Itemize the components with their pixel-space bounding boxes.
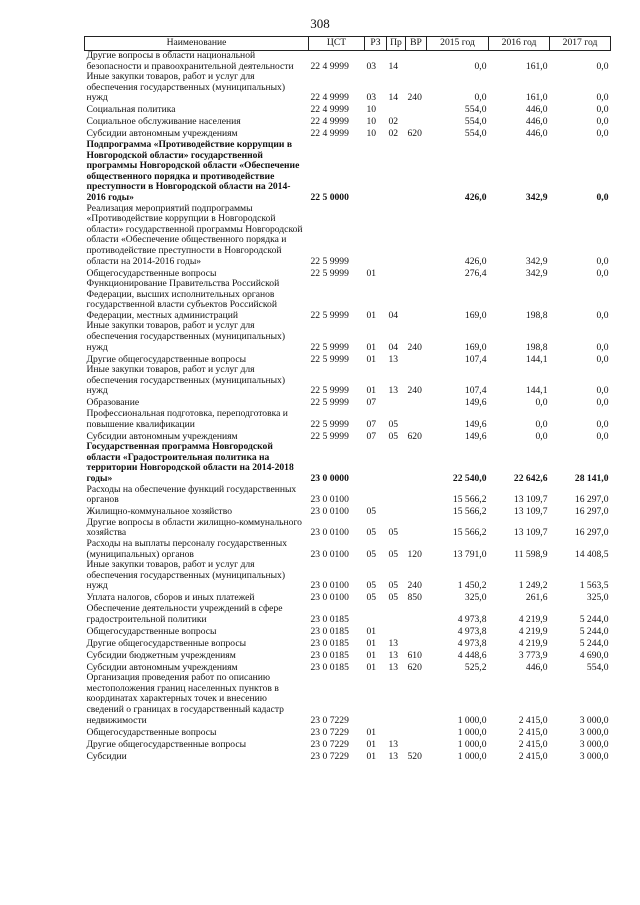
cell-2016: 13 109,7 <box>513 527 548 539</box>
cell-2016: 11 598,9 <box>514 548 548 560</box>
cell-pr: 13 <box>388 637 399 649</box>
cell-2015: 149,6 <box>464 418 487 430</box>
cell-cst: 23 0 0100 <box>310 506 349 518</box>
cell-vr: 240 <box>407 385 422 397</box>
cell-cst: 23 0 7229 <box>310 738 349 750</box>
cell-name: Субсидии автономным учреждениям <box>86 430 238 442</box>
cell-cst: 22 5 9999 <box>310 255 349 267</box>
cell-2017: 0,0 <box>596 128 609 140</box>
table-row <box>85 506 611 518</box>
cell-vr <box>406 518 427 539</box>
table-row <box>85 726 611 738</box>
cell-2015: 525,2 <box>464 661 487 673</box>
cell-2015: 426,0 <box>464 255 487 267</box>
cell-2015: 554,0 <box>464 104 487 116</box>
cell-2016: 0,0 <box>535 418 548 430</box>
cell-2016: 4 219,9 <box>518 613 548 625</box>
cell-2017: 325,0 <box>586 592 609 604</box>
cell-pr <box>387 604 406 625</box>
cell-pr: 04 <box>388 309 399 321</box>
cell-pr: 14 <box>388 92 399 104</box>
cell-pr: 05 <box>388 548 399 560</box>
cell-vr <box>406 353 427 365</box>
page-number: 308 <box>310 16 330 31</box>
cell-2017: 16 297,0 <box>574 527 609 539</box>
cell-pr <box>387 625 406 637</box>
cell-2015: 15 566,2 <box>452 506 487 518</box>
cell-2017: 0,0 <box>596 309 609 321</box>
cell-name: Другие вопросы в области национальной безопасности и правоохранительной деятельности <box>86 50 294 72</box>
cell-vr: 120 <box>407 548 422 560</box>
cell-cst: 22 5 9999 <box>310 309 349 321</box>
cell-rz: 05 <box>366 580 377 592</box>
cell-vr <box>406 409 427 430</box>
cell-pr: 02 <box>388 128 399 140</box>
column-header-name: Наименование <box>85 37 309 51</box>
cell-vr <box>406 279 427 321</box>
cell-pr: 05 <box>388 418 399 430</box>
cell-vr: 240 <box>407 92 422 104</box>
cell-2016: 446,0 <box>525 128 548 140</box>
cell-rz: 01 <box>366 738 377 750</box>
cell-2017: 0,0 <box>596 255 609 267</box>
table-row <box>85 365 611 397</box>
cell-rz: 03 <box>366 60 377 72</box>
cell-pr <box>387 397 406 409</box>
cell-2016: 0,0 <box>535 430 548 442</box>
cell-name: Государственная программа Новгородской области «Градостроительная политика на территории Новгородской области на 2014-2018 годы» <box>86 441 294 484</box>
cell-rz <box>365 204 387 268</box>
cell-cst: 22 5 9999 <box>310 267 349 279</box>
cell-2015: 426,0 <box>464 191 487 203</box>
cell-vr <box>406 726 427 738</box>
cell-2017: 0,0 <box>596 92 609 104</box>
cell-name: Общегосударственные вопросы <box>86 625 217 637</box>
table-header <box>85 37 611 51</box>
cell-rz: 05 <box>366 592 377 604</box>
cell-name: Расходы на обеспечение функций государственных органов <box>86 483 297 506</box>
cell-pr: 04 <box>388 341 399 353</box>
cell-rz: 01 <box>366 637 377 649</box>
cell-vr <box>406 204 427 268</box>
cell-2017: 554,0 <box>586 661 609 673</box>
cell-cst: 22 5 9999 <box>310 397 349 409</box>
cell-2017: 0,0 <box>596 60 609 72</box>
cell-name: Общегосударственные вопросы <box>86 267 217 279</box>
table-row <box>85 518 611 539</box>
cell-2017: 0,0 <box>596 430 609 442</box>
cell-rz: 05 <box>366 527 377 539</box>
cell-vr: 620 <box>407 661 422 673</box>
cell-name: Обеспечение деятельности учреждений в сфере градостроительной политики <box>86 602 283 625</box>
cell-2017: 3 000,0 <box>579 726 609 738</box>
table-row <box>85 204 611 268</box>
cell-rz: 07 <box>366 418 377 430</box>
cell-2016: 161,0 <box>525 60 548 72</box>
cell-2016: 342,9 <box>525 267 548 279</box>
cell-cst: 23 0 0100 <box>310 527 349 539</box>
cell-cst: 22 5 9999 <box>310 341 349 353</box>
cell-2016: 2 415,0 <box>518 726 548 738</box>
cell-rz: 01 <box>366 385 377 397</box>
table-row <box>85 673 611 726</box>
cell-pr: 05 <box>388 580 399 592</box>
cell-2015: 1 000,0 <box>457 726 487 738</box>
cell-2016: 0,0 <box>535 397 548 409</box>
cell-pr <box>387 485 406 506</box>
cell-vr <box>406 267 427 279</box>
cell-cst: 23 0 0185 <box>310 637 349 649</box>
cell-rz: 07 <box>366 430 377 442</box>
cell-2017: 0,0 <box>596 341 609 353</box>
cell-cst: 22 4 9999 <box>310 92 349 104</box>
cell-2017: 0,0 <box>596 353 609 365</box>
cell-name: Субсидии <box>86 750 127 762</box>
table-row <box>85 116 611 128</box>
cell-name: Иные закупки товаров, работ и услуг для обеспечения государственных (муниципальных) нужд <box>86 364 286 397</box>
cell-rz <box>365 604 387 625</box>
table-row <box>85 637 611 649</box>
cell-pr: 14 <box>388 60 399 72</box>
cell-cst: 23 0 0185 <box>310 661 349 673</box>
cell-pr <box>387 140 406 204</box>
column-header-cst: ЦСТ <box>309 37 365 51</box>
cell-2015: 149,6 <box>464 397 487 409</box>
cell-2015: 276,4 <box>464 267 487 279</box>
cell-cst: 22 5 9999 <box>310 418 349 430</box>
table-row <box>85 738 611 750</box>
cell-cst: 22 4 9999 <box>310 104 349 116</box>
cell-2015: 1 000,0 <box>457 714 487 726</box>
table-row <box>85 750 611 762</box>
cell-vr <box>406 673 427 726</box>
cell-vr <box>406 485 427 506</box>
cell-pr: 05 <box>388 430 399 442</box>
cell-2017: 0,0 <box>596 385 609 397</box>
cell-2017: 3 000,0 <box>579 714 609 726</box>
cell-cst: 23 0 7229 <box>310 750 349 762</box>
cell-pr: 02 <box>388 116 399 128</box>
cell-name: Субсидии автономным учреждениям <box>86 661 238 673</box>
cell-cst: 22 4 9999 <box>310 128 349 140</box>
cell-2016: 3 773,9 <box>518 649 548 661</box>
cell-2016: 2 415,0 <box>518 714 548 726</box>
cell-pr: 05 <box>388 527 399 539</box>
cell-cst: 22 5 9999 <box>310 353 349 365</box>
cell-rz: 10 <box>366 116 377 128</box>
column-header-2016: 2016 год <box>489 37 550 51</box>
cell-cst: 23 0 0185 <box>310 613 349 625</box>
cell-vr <box>406 625 427 637</box>
cell-name: Иные закупки товаров, работ и услуг для обеспечения государственных (муниципальных) нужд <box>86 71 286 104</box>
cell-2015: 169,0 <box>464 341 487 353</box>
cell-pr: 05 <box>388 592 399 604</box>
column-header-2017: 2017 год <box>550 37 611 51</box>
cell-2017: 5 244,0 <box>579 613 609 625</box>
cell-cst: 23 0 0185 <box>310 625 349 637</box>
cell-2015: 1 000,0 <box>457 738 487 750</box>
cell-name: Другие общегосударственные вопросы <box>86 738 247 750</box>
table-row <box>85 604 611 625</box>
cell-vr: 620 <box>407 128 422 140</box>
cell-vr <box>406 104 427 116</box>
table-row <box>85 409 611 430</box>
cell-pr: 13 <box>388 353 399 365</box>
cell-2015: 107,4 <box>464 385 487 397</box>
cell-2017: 0,0 <box>596 104 609 116</box>
cell-2017: 0,0 <box>596 267 609 279</box>
cell-pr: 13 <box>388 661 399 673</box>
table-row <box>85 485 611 506</box>
cell-cst: 23 0 0000 <box>310 473 349 484</box>
cell-2017: 3 000,0 <box>579 750 609 762</box>
cell-vr <box>406 604 427 625</box>
cell-2016: 13 109,7 <box>513 506 548 518</box>
cell-cst: 22 4 9999 <box>310 60 349 72</box>
cell-2016: 13 109,7 <box>513 494 548 506</box>
cell-2016: 446,0 <box>525 661 548 673</box>
cell-2016: 198,8 <box>525 309 548 321</box>
cell-2015: 15 566,2 <box>452 494 487 506</box>
cell-name: Уплата налогов, сборов и иных платежей <box>86 592 255 604</box>
cell-2016: 446,0 <box>525 104 548 116</box>
cell-2016: 2 415,0 <box>518 738 548 750</box>
cell-rz: 01 <box>366 625 377 637</box>
cell-2016: 4 219,9 <box>518 625 548 637</box>
cell-vr <box>406 506 427 518</box>
cell-2016: 144,1 <box>525 353 548 365</box>
cell-rz: 07 <box>366 397 377 409</box>
cell-name: Иные закупки товаров, работ и услуг для обеспечения государственных (муниципальных) нужд <box>86 320 286 353</box>
cell-2016: 2 415,0 <box>518 750 548 762</box>
cell-vr <box>406 397 427 409</box>
cell-rz <box>365 485 387 506</box>
cell-rz: 01 <box>366 341 377 353</box>
table-body <box>85 51 611 763</box>
cell-2015: 325,0 <box>464 592 487 604</box>
cell-2017: 16 297,0 <box>574 494 609 506</box>
cell-cst: 23 0 0185 <box>310 649 349 661</box>
cell-name: Реализация мероприятий подпрограммы «Противодействие коррупции в Новгородской области» государственной программы Новгородской области «Обеспечение общественного порядка и противодействие преступности в Новгородской области на 2014-2016 годы» <box>86 202 303 267</box>
cell-2016: 4 219,9 <box>518 637 548 649</box>
cell-2015: 13 791,0 <box>452 548 487 560</box>
cell-2017: 4 690,0 <box>579 649 609 661</box>
cell-2017: 1 563,5 <box>579 580 609 592</box>
cell-cst: 22 5 9999 <box>310 430 349 442</box>
cell-rz: 10 <box>366 128 377 140</box>
cell-2015: 0,0 <box>474 60 487 72</box>
cell-2016: 446,0 <box>525 116 548 128</box>
cell-pr <box>387 673 406 726</box>
cell-name: Жилищно-коммунальное хозяйство <box>86 506 233 518</box>
cell-2015: 554,0 <box>464 116 487 128</box>
cell-2016: 342,9 <box>525 191 548 203</box>
cell-rz: 01 <box>366 726 377 738</box>
cell-name: Образование <box>86 397 140 409</box>
cell-cst: 22 4 9999 <box>310 116 349 128</box>
cell-rz: 01 <box>366 267 377 279</box>
cell-pr <box>387 267 406 279</box>
cell-2015: 1 450,2 <box>457 580 487 592</box>
cell-2017: 0,0 <box>596 191 609 203</box>
cell-2017: 5 244,0 <box>579 637 609 649</box>
cell-pr: 13 <box>388 750 399 762</box>
cell-rz: 01 <box>366 649 377 661</box>
table-row <box>85 140 611 204</box>
cell-vr: 240 <box>407 580 422 592</box>
cell-name: Социальное обслуживание населения <box>86 116 241 128</box>
cell-vr: 620 <box>407 430 422 442</box>
cell-pr <box>387 104 406 116</box>
cell-pr <box>387 204 406 268</box>
cell-cst: 22 5 9999 <box>310 385 349 397</box>
cell-rz <box>365 140 387 204</box>
cell-cst: 22 5 0000 <box>310 191 349 203</box>
cell-vr: 850 <box>407 592 422 604</box>
cell-vr <box>406 116 427 128</box>
budget-table <box>84 36 611 762</box>
cell-vr <box>406 442 427 484</box>
cell-name: Другие вопросы в области жилищно-коммунального хозяйства <box>86 516 302 539</box>
cell-vr: 520 <box>407 750 422 762</box>
cell-2016: 161,0 <box>525 92 548 104</box>
cell-cst: 23 0 0100 <box>310 494 349 506</box>
cell-rz: 10 <box>366 104 377 116</box>
cell-2017: 0,0 <box>596 116 609 128</box>
cell-2017: 0,0 <box>596 418 609 430</box>
cell-rz: 01 <box>366 309 377 321</box>
cell-name: Иные закупки товаров, работ и услуг для обеспечения государственных (муниципальных) нужд <box>86 559 286 592</box>
cell-2015: 15 566,2 <box>452 527 487 539</box>
column-header-2015: 2015 год <box>427 37 489 51</box>
cell-cst: 23 0 0100 <box>310 592 349 604</box>
table-row <box>85 625 611 637</box>
cell-rz <box>365 673 387 726</box>
table-row <box>85 51 611 73</box>
cell-name: Общегосударственные вопросы <box>86 726 217 738</box>
cell-rz: 05 <box>366 506 377 518</box>
cell-vr: 240 <box>407 341 422 353</box>
cell-vr <box>406 140 427 204</box>
cell-pr <box>387 726 406 738</box>
cell-2015: 1 000,0 <box>457 750 487 762</box>
cell-name: Другие общегосударственные вопросы <box>86 353 247 365</box>
cell-cst: 23 0 7229 <box>310 714 349 726</box>
column-header-rz: РЗ <box>365 37 387 51</box>
cell-2016: 261,6 <box>525 592 548 604</box>
cell-name: Функционирование Правительства Российской Федерации, высших исполнительных органов государственной власти субъектов Российской Федерации, местных администраций <box>86 278 280 321</box>
table-row <box>85 539 611 560</box>
cell-2016: 342,9 <box>525 255 548 267</box>
cell-pr: 13 <box>388 649 399 661</box>
cell-2017: 5 244,0 <box>579 625 609 637</box>
cell-2017: 28 141,0 <box>574 473 609 484</box>
cell-vr: 610 <box>407 649 422 661</box>
cell-2015: 4 973,8 <box>457 625 487 637</box>
cell-2016: 1 249,2 <box>518 580 548 592</box>
cell-vr <box>406 51 427 73</box>
column-header-pr: Пр <box>387 37 406 51</box>
cell-rz <box>365 442 387 484</box>
cell-rz: 01 <box>366 661 377 673</box>
cell-name: Социальная политика <box>86 104 176 116</box>
cell-2017: 16 297,0 <box>574 506 609 518</box>
cell-name: Подпрограмма «Противодействие коррупции в Новгородской области» государственной программы Новгородской области «Обеспечение общественного порядка и противодействие преступности в Новгородской области на 2014-2016 годы» <box>86 138 300 203</box>
cell-2017: 3 000,0 <box>579 738 609 750</box>
cell-pr <box>387 506 406 518</box>
cell-2017: 0,0 <box>596 397 609 409</box>
table-row <box>85 321 611 353</box>
cell-pr: 13 <box>388 385 399 397</box>
cell-cst: 23 0 0100 <box>310 548 349 560</box>
cell-name: Другие общегосударственные вопросы <box>86 637 247 649</box>
column-header-vr: ВР <box>406 37 427 51</box>
cell-2015: 4 973,8 <box>457 613 487 625</box>
table-row <box>85 649 611 661</box>
cell-2015: 169,0 <box>464 309 487 321</box>
table-row <box>85 104 611 116</box>
cell-vr <box>406 637 427 649</box>
cell-rz: 01 <box>366 750 377 762</box>
cell-cst: 23 0 0100 <box>310 580 349 592</box>
cell-2015: 22 540,0 <box>452 473 487 484</box>
cell-name: Профессиональная подготовка, переподготовка и повышение квалификации <box>86 408 288 430</box>
cell-name: Субсидии бюджетным учреждениям <box>86 649 236 661</box>
cell-2015: 4 448,6 <box>457 649 487 661</box>
cell-pr: 13 <box>388 738 399 750</box>
cell-2016: 22 642,6 <box>513 473 548 484</box>
cell-2015: 4 973,8 <box>457 637 487 649</box>
table-row <box>85 72 611 104</box>
cell-2015: 0,0 <box>474 92 487 104</box>
cell-2015: 149,6 <box>464 430 487 442</box>
cell-rz: 01 <box>366 353 377 365</box>
cell-2015: 554,0 <box>464 128 487 140</box>
cell-vr <box>406 738 427 750</box>
cell-cst: 23 0 7229 <box>310 726 349 738</box>
cell-name: Расходы на выплаты персоналу государственных (муниципальных) органов <box>86 537 288 560</box>
table-row <box>85 279 611 321</box>
table-row <box>85 560 611 592</box>
cell-name: Организация проведения работ по описанию местоположения границ населенных пунктов в координатах характерных точек и внесению сведений о границах в государственный кадастр недвижимости <box>86 672 284 726</box>
cell-2016: 144,1 <box>525 385 548 397</box>
cell-2017: 14 408,5 <box>574 548 609 560</box>
table-row <box>85 442 611 484</box>
cell-rz: 03 <box>366 92 377 104</box>
cell-name: Субсидии автономным учреждениям <box>86 128 238 140</box>
cell-pr <box>387 442 406 484</box>
cell-rz: 05 <box>366 548 377 560</box>
cell-2016: 198,8 <box>525 341 548 353</box>
cell-2015: 107,4 <box>464 353 487 365</box>
